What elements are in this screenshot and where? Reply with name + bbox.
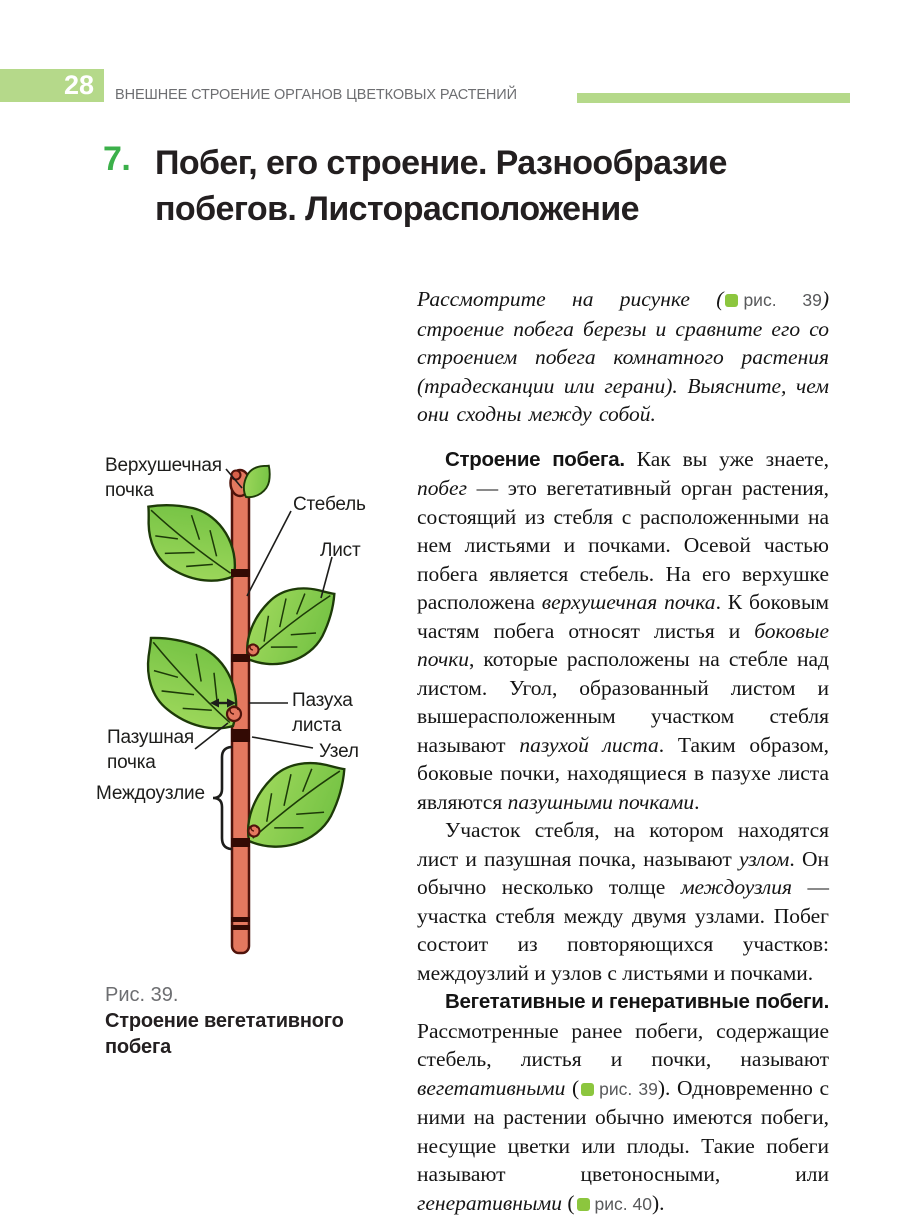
figure-ref-label: рис. 39 (599, 1078, 658, 1099)
figure-caption (105, 982, 375, 1060)
figure-caption-number: Рис. 39. (105, 984, 179, 1006)
paragraph-shoot-structure (417, 445, 829, 817)
lesson-title-line1: Побег, его строение. Разнообразие (155, 144, 727, 182)
term: боковые почки (417, 618, 829, 671)
term: пазухой листа (519, 732, 659, 757)
text-run: ) строение побега березы и сравните его со строением побега комнатного растения (традесканции или герани). Выясните, чем они сходны между собой. (417, 287, 830, 426)
axillary-bud (227, 706, 241, 721)
run-heading: Строение побега. (445, 447, 625, 471)
run-heading: Вегетативные и генеративные побеги. (445, 990, 829, 1013)
text-run: — участка стебля между двумя узлами. Побег состоит из повторяющихся участков: междоузлий и узлов с листьями и почками. (417, 875, 830, 985)
text-run: ). (651, 1190, 665, 1215)
figure-label-axillary-bud: Пазушная почка (107, 727, 194, 773)
internode-brace (213, 747, 231, 849)
figure-label-stem: Стебель (293, 494, 366, 515)
term: междоузлия (680, 875, 792, 899)
text-run: . (694, 789, 700, 814)
paragraph-node-internode (417, 816, 829, 987)
text-run: ( (565, 1075, 580, 1100)
body-text-column (417, 285, 829, 1218)
figure-label-leaf-axil: Пазуха листа (292, 690, 353, 736)
text-run: . Он обычно несколько толще (417, 846, 829, 899)
page-number: 28 (63, 70, 94, 100)
figure-label-apical-bud: Верхушечная почка (105, 455, 222, 501)
axillary-bud (249, 825, 260, 837)
figure-caption-title: Строение вегетативного побега (105, 1010, 344, 1058)
text-run: , которые расположены на стебле над листом. Угол, образованный листом и вышерасположенным участком стебля называют (417, 647, 829, 757)
text-run: . К боковым частям побега относят листья и (417, 590, 829, 643)
text-run: Рассмотрите на рисунке ( (417, 287, 724, 311)
term: верхушечная почка (541, 590, 716, 614)
text-run: — это вегетативный орган растения, состоящий из стебля с расположенными на нем листьями и почками. Осевой частью побега является стебель. На его верхушке расположена (417, 476, 829, 614)
text-run: ( (561, 1190, 575, 1215)
lesson-title (155, 140, 845, 232)
figure-ref-icon (577, 1198, 590, 1211)
header-accent-bar (577, 93, 850, 103)
figure-label-node: Узел (319, 741, 359, 762)
text-run: ). Одновременно с ними на растении обычно имеются побеги, несущие цветки или плоды. Такие побеги называют цветоносными, или (417, 1075, 829, 1186)
paragraph-shoot-types (417, 987, 829, 1218)
term: узлом (739, 846, 790, 871)
figure-ref (579, 1079, 658, 1099)
figure-ref (723, 290, 821, 310)
text-run: . Таким образом, боковые почки, находящиеся в пазухе листа являются (417, 732, 829, 814)
figure-ref-label: рис. 40 (594, 1193, 652, 1214)
term: пазушными почками (507, 789, 695, 814)
intro-paragraph (417, 285, 829, 429)
chapter-header-title: ВНЕШНЕЕ СТРОЕНИЕ ОРГАНОВ ЦВЕТКОВЫХ РАСТЕНИЙ (115, 87, 517, 103)
lesson-title-line2: побегов. Листорасположение (155, 190, 639, 228)
figure-ref-label: рис. 39 (743, 290, 822, 310)
figure-ref (575, 1194, 652, 1214)
text-run: Как вы уже знаете, (624, 446, 829, 471)
text-run: Участок стебля, на котором находятся лист и пазушная почка, называют (417, 818, 829, 871)
figure-ref-icon (581, 1083, 594, 1096)
axillary-bud (248, 644, 259, 656)
term: генеративными (417, 1190, 562, 1215)
figure-label-internode: Междоузлие (96, 783, 205, 804)
text-run: Рассмотренные ранее побеги, содержащие стебель, листья и почки, называют (417, 1018, 829, 1071)
figure-ref-icon (725, 294, 738, 307)
lesson-number: 7. (103, 140, 131, 178)
figure-label-leaf: Лист (320, 540, 361, 561)
page-number-badge (0, 69, 104, 102)
term: вегетативными (417, 1075, 566, 1100)
term: побег (417, 476, 467, 500)
